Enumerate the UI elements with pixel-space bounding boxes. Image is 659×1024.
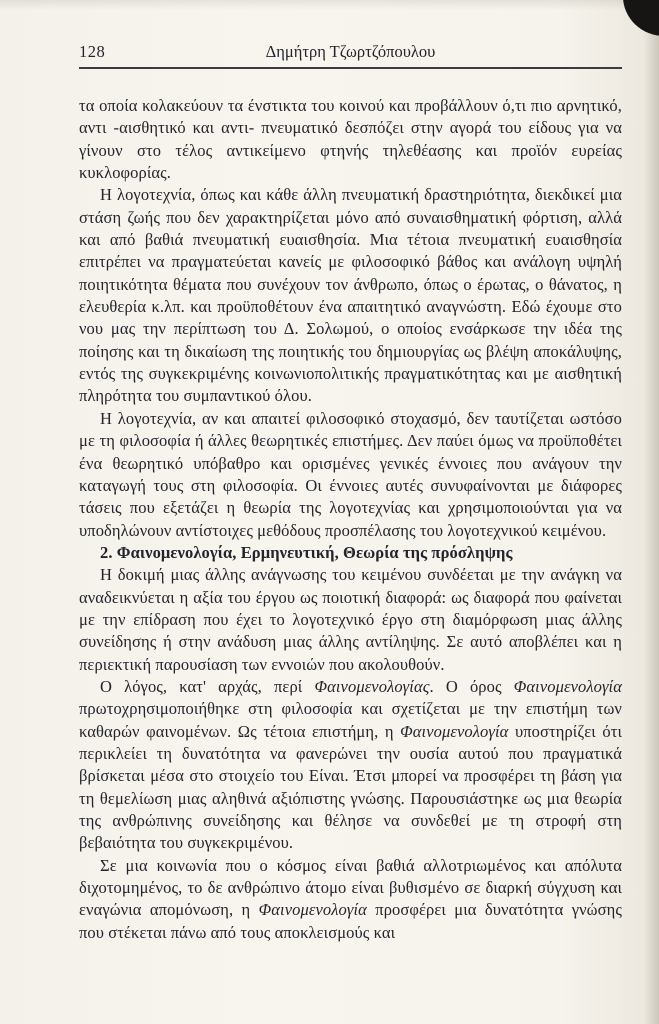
text-segment: υποστηρίζει ότι περικλείει τη δυνατότητα να φανερώνει την ουσία αυτού που πραγματικά βρίσκεται μέσα στο στοιχείο του Είναι. Έτσι μπορεί να προσφέρει τη βάση για τη θεμελίωση μιας αληθινά αξιόπιστης γνώσης. Παρουσιάστηκε ως μια θεωρία της ανθρώπινης συνείδησης και θέλησε να συνδεθεί με τη στροφή στη βεβαιότητα του συγκεκριμένου. [79,721,622,853]
text-segment: . Ο όρος [429,676,514,696]
text-segment: Ο λόγος, κατ' αρχάς, περί [100,676,315,696]
paragraph [79,676,622,855]
scan-shadow-right [643,0,659,1024]
text-segment: 2. Φαινομενολογία, Ερμηνευτική, Θεωρία της πρόσληψης [100,542,513,562]
paragraph [79,408,622,542]
emphasized-term: Φαινομενολογία [258,900,367,920]
text-segment: πρωτοχρησιμοποιήθηκε στη φιλοσοφία και σχετίζεται με την επιστήμη των καθαρών φαινομένων. Ως τέτοια επιστήμη, η [79,699,622,741]
text-segment: Η λογοτεχνία, όπως και κάθε άλλη πνευματική δραστηριότητα, διεκδικεί μια στάση ζωής που δεν χαρακτηρίζεται μόνο από συναισθηματική φόρτιση, αλλά και από βαθιά πνευματική ευαισθησία. Μια τέτοια πνευματική ευαισθησία επιτρέπει να πραγματεύεται κανείς με φιλοσοφικό βάθος και ανάλογη υψηλή ποιητικότητα θέματα που συνέχουν τον άνθρωπο, όπως ο έρωτας, ο θάνατος, η ελευθερία κ.λπ. και προϋποθέτουν ένα απαιτητικό αναγνώστη. Εδώ έχουμε στο νου μας την περίπτωση του Δ. Σολωμού, ο οποίος ενσάρκωσε την ιδέα της ποίησης και τη δικαίωση της ποιητικής του δημιουργίας ως βλέψη αποκάλυψης, εντός της συγκεκριμένης κοινωνιοπολιτικής πραγματικότητας και με αισθητική πληρότητα του συμπαντικού όλου. [79,185,622,406]
running-header-title: Δημήτρη Τζωρτζόπουλου [265,42,436,61]
page-number: 128 [79,42,106,61]
text-segment: προσφέρει μια δυνατότητα γνώσης που στέκεται πάνω από τους αποκλεισμούς και [79,900,622,942]
text-segment: Η λογοτεχνία, αν και απαιτεί φιλοσοφικό στοχασμό, δεν ταυτίζεται ωστόσο με τη φιλοσοφία ή άλλες θεωρητικές επιστήμες. Δεν παύει όμως να προϋποθέτει ένα θεωρητικό υπόβαθρο και ορισμένες γενικές έννοιες που ανάγουν την καταγωγή τους στη φιλοσοφία. Οι έννοιες αυτές συνυφαίνονται με διάφορες τάσεις που εξετάζει η θεωρία της λογοτεχνίας και χρησιμοποιούνται για να υποδηλώνουν αντίστοιχες μεθόδους προσπέλασης του λογοτεχνικού κειμένου. [79,408,622,540]
emphasized-term: Φαινομενολογία [513,676,622,696]
running-header [79,42,622,69]
emphasized-term: Φαινομενολογίας [314,676,430,696]
text-segment: τα οποία κολακεύουν τα ένστικτα του κοινού και προβάλλουν ό,τι πιο αρνητικό, αντι -αισθητικό και αντι- πνευματικό δεσπόζει στην αγορά του είδους για να γίνουν στο τέλος αντικείμενο φτηνής τηλεθέασης και προϊόν ευρείας κυκλοφορίας. [79,96,622,183]
paragraph [79,184,622,407]
paragraph [79,95,622,184]
scan-shadow-top [0,0,659,10]
text-block [79,95,622,944]
scan-corner-artifact [623,0,659,36]
paragraph [79,855,622,944]
emphasized-term: Φαινομενολογία [400,721,509,741]
section-heading [79,542,622,564]
text-segment: Σε μια κοινωνία που ο κόσμος είναι βαθιά αλλοτριωμένος και απόλυτα διχοτομημένος, το δε ανθρώπινο άτομο είναι βυθισμένο σε διαρκή σύγχυση και εναγώνια απομόνωση, η [79,855,622,920]
text-segment: Η δοκιμή μιας άλλης ανάγνωσης του κειμένου συνδέεται με την ανάγκη να αναδεικνύεται η αξία του έργου ως ποιοτική διαφορά: ως διαφορά που φαίνεται με την επίδραση που έχει το λογοτεχνικό έργο στη διαμόρφωση μιας άλλης συνείδησης ή στην ανάδυση μιας άλλης αντίληψης. Σε αυτό αποβλέπει και η περιεκτική παρουσίαση των εννοιών που ακολουθούν. [79,565,622,674]
paragraph [79,564,622,676]
